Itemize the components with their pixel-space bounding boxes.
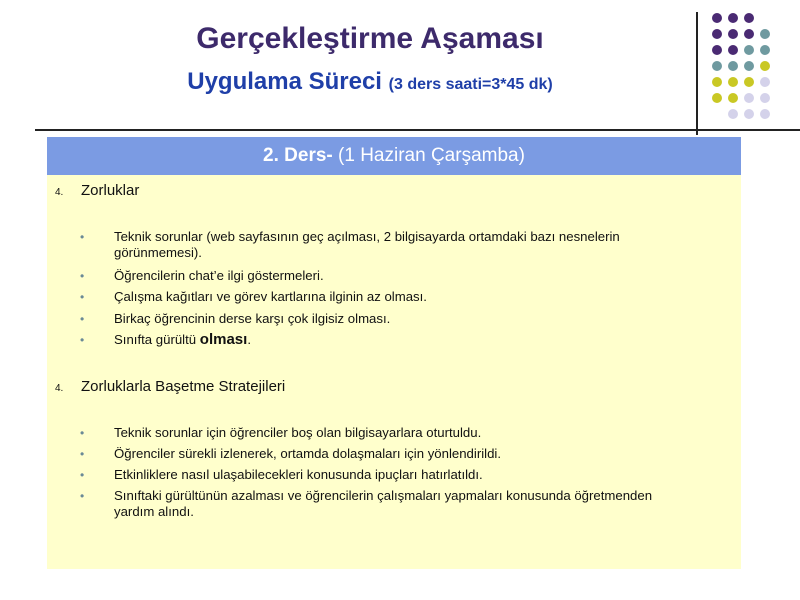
decorative-dot <box>760 29 770 39</box>
decorative-dot <box>712 13 722 23</box>
decorative-dot <box>728 13 738 23</box>
panel-header-date: (1 Haziran Çarşamba) <box>338 145 525 166</box>
list-item: • Öğrenciler sürekli izlenerek, ortamda dolaşmaları için yönlendirildi. <box>80 446 501 461</box>
decorative-dot <box>760 61 770 71</box>
decorative-dot <box>728 109 738 119</box>
decorative-dot <box>712 61 722 71</box>
list-item: • Teknik sorunlar (web sayfasının geç açılması, 2 bilgisayarda ortamdaki bazı nesnelerin görünmemesi). <box>80 229 620 260</box>
bullet-icon: • <box>80 426 85 440</box>
decorative-dot <box>712 77 722 87</box>
section-number: 4. <box>55 187 64 198</box>
slide-subtitle <box>0 68 740 96</box>
decorative-dot <box>728 61 738 71</box>
decorative-dot <box>744 109 754 119</box>
decorative-dot <box>760 77 770 87</box>
content-panel <box>47 137 741 569</box>
panel-header <box>47 137 741 175</box>
decorative-dot <box>744 61 754 71</box>
bullet-icon: • <box>80 269 85 283</box>
panel-header-bold: 2. Ders- <box>263 145 333 166</box>
horizontal-divider <box>35 129 800 131</box>
decorative-dot <box>712 45 722 55</box>
list-item: • Öğrencilerin chat’e ilgi göstermeleri. <box>80 268 324 283</box>
decorative-dot <box>760 109 770 119</box>
list-item: • Çalışma kağıtları ve görev kartlarına ilginin az olması. <box>80 289 427 304</box>
decorative-dot <box>744 93 754 103</box>
decorative-dot <box>728 29 738 39</box>
list-item: • Sınıfta gürültü olması. <box>80 331 251 348</box>
decorative-dot <box>744 77 754 87</box>
list-item: • Birkaç öğrencinin derse karşı çok ilgisiz olması. <box>80 311 391 326</box>
decorative-dot-grid <box>712 13 800 128</box>
section-zorluklar <box>55 182 139 199</box>
decorative-dot <box>728 93 738 103</box>
list-item: • Sınıftaki gürültünün azalması ve öğrencilerin çalışmaları yapmaları konusunda öğretmenden yardım alındı. <box>80 488 653 519</box>
decorative-dot <box>760 93 770 103</box>
decorative-dot <box>760 45 770 55</box>
section-strategies <box>55 378 285 395</box>
decorative-dot <box>744 45 754 55</box>
decorative-dot <box>744 29 754 39</box>
bullet-icon: • <box>80 230 85 244</box>
decorative-dot <box>712 29 722 39</box>
decorative-dot <box>728 45 738 55</box>
section-title: Zorluklarla Başetme Stratejileri <box>81 378 286 395</box>
bullet-icon: • <box>80 489 85 503</box>
decorative-dot <box>744 13 754 23</box>
decorative-dot <box>728 77 738 87</box>
slide-title: Gerçekleştirme Aşaması <box>196 22 544 55</box>
vertical-divider <box>696 12 698 135</box>
list-item: • Etkinliklere nasıl ulaşabilecekleri konusunda ipuçları hatırlatıldı. <box>80 467 483 482</box>
bullet-icon: • <box>80 290 85 304</box>
bullet-icon: • <box>80 333 85 347</box>
section-number: 4. <box>55 383 64 394</box>
subtitle-note: (3 ders saati=3*45 dk) <box>388 76 553 93</box>
section-title: Zorluklar <box>81 182 140 199</box>
subtitle-main: Uygulama Süreci <box>187 68 382 95</box>
bullet-icon: • <box>80 468 85 482</box>
bullet-icon: • <box>80 447 85 461</box>
list-item: • Teknik sorunlar için öğrenciler boş olan bilgisayarlara oturtuldu. <box>80 425 482 440</box>
decorative-dot <box>712 93 722 103</box>
bullet-icon: • <box>80 312 85 326</box>
